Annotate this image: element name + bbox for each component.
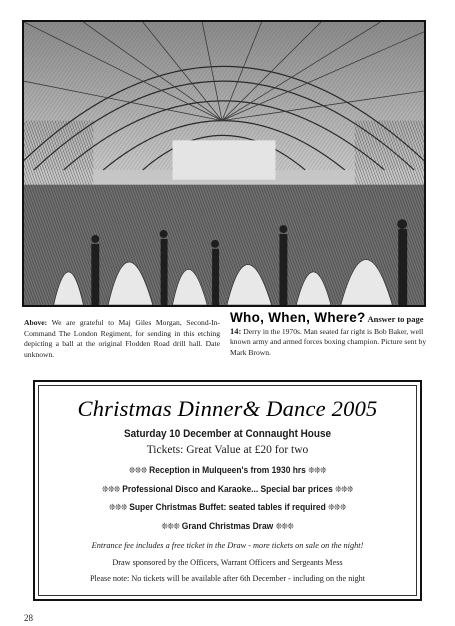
advert-line-text: Reception in Mulqueen's from 1930 hrs (149, 464, 306, 475)
who-when-where-answer (230, 310, 427, 358)
ballroom-etching (24, 22, 424, 305)
advert-line-text: Professional Disco and Karaoke... Special bar prices (122, 483, 333, 494)
advert-title: Christmas Dinner& Dance 2005 (77, 396, 378, 421)
ornament-icon: ❊❊❊ (128, 466, 147, 476)
advert-line-draw (54, 520, 401, 532)
ornament-icon: ❊❊❊ (308, 466, 327, 476)
etching-image (22, 20, 426, 307)
ornament-icon: ❊❊❊ (161, 522, 180, 532)
advert-line-buffet (54, 501, 401, 513)
advert-line-reception (54, 464, 401, 476)
advert-line-disco (54, 483, 401, 495)
ornament-icon: ❊❊❊ (109, 503, 127, 513)
page-number: 28 (24, 613, 33, 623)
caption-lead: Above: (24, 318, 48, 327)
christmas-advert (33, 380, 422, 601)
ornament-icon: ❊❊❊ (275, 522, 294, 532)
advert-entrance: Entrance fee includes a free ticket in the Draw - more tickets on sale on the night! (91, 541, 364, 550)
ornament-icon: ❊❊❊ (328, 503, 346, 513)
advert-tickets: Tickets: Great Value at £20 for two (146, 444, 309, 456)
answer-text: Derry in the 1970s. Man seated far right is Bob Baker, well known army and armed forces boxing champion. Picture sent by Mark Brown. (230, 326, 427, 357)
ornament-icon: ❊❊❊ (101, 485, 120, 495)
advert-sponsor: Draw sponsored by the Officers, Warrant Officers and Sergeants Mess (112, 558, 343, 567)
answer-label: Answer to page 14: (230, 314, 424, 336)
advert-line-text: Super Christmas Buffet: seated tables if required (129, 501, 326, 512)
who-when-where-heading: Who, When, Where? (230, 310, 366, 325)
advert-date-venue: Saturday 10 December at Connaught House (123, 428, 331, 440)
etching-caption (24, 318, 220, 360)
advert-note: Please note: No tickets will be available after 6th December - including on the night (89, 574, 366, 583)
caption-text: We are grateful to Maj Giles Morgan, Second-In-Command The London Regiment, for sending in this etching depicting a ball at the original Flodden Road drill hall. Date unknown. (24, 318, 221, 359)
advert-line-text: Grand Christmas Draw (181, 520, 274, 531)
ornament-icon: ❊❊❊ (335, 485, 354, 495)
